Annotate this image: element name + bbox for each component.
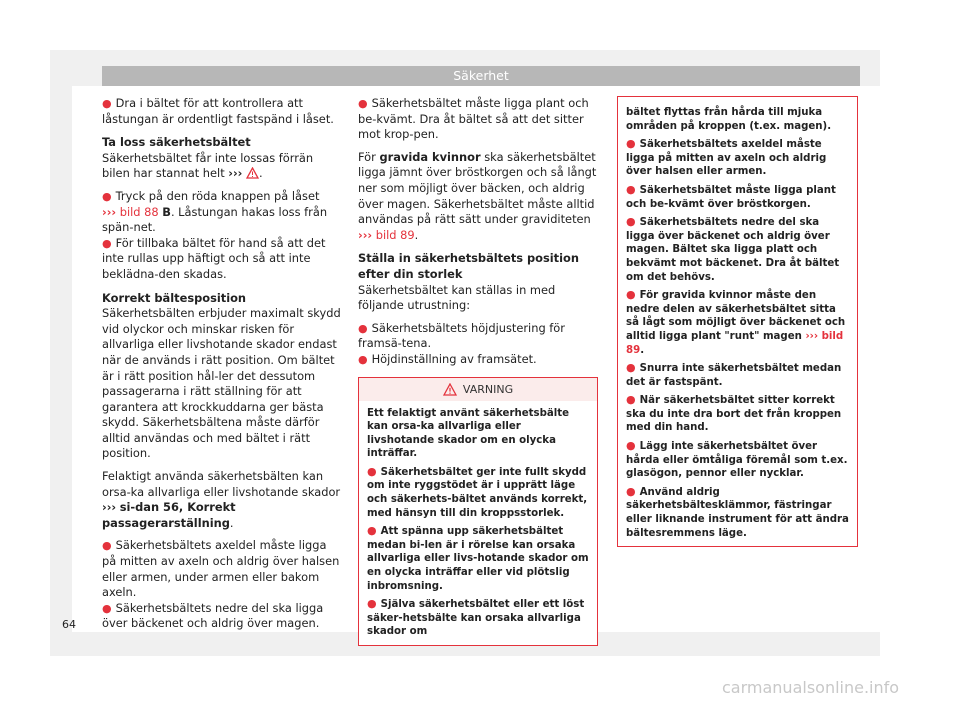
paragraph: ● Tryck på den röda knappen på låset ››› bild 88 B. Låstungan hakas loss från spän-net. (102, 188, 328, 235)
bullet-icon: ● (358, 321, 368, 335)
figure-link-bild-89[interactable]: bild 89 (375, 227, 415, 242)
cross-reference-arrow: ››› (228, 166, 243, 181)
heading-correct-position: Korrekt bältesposition (102, 290, 247, 305)
bullet-icon: ● (367, 597, 377, 611)
paragraph: Felaktigt använda säkerhetsbälten kan orsa-ka allvarliga eller livshotande skador ››› si-dan 56, Korrekt passagerarställning. (102, 469, 341, 530)
paragraph: Säkerhetsbälten erbjuder maximalt skydd vid olyckor och minskar risken för allvarliga eller livshotande skador endast när de används i rätt position. Om bältet är i rätt position hål-ler det dessutom passagerarna i rätt ställning för att garantera att krockkuddarna ger bästa skydd. Säkerhetsbältena måste därför alltid användas och med bältet i rätt position. (102, 306, 341, 461)
warning-item: ● Säkerhetsbältets nedre del ska ligga över bäckenet och aldrig över magen. Bältet ska ligga platt och bekvämt mot bäckenet. Dra åt bältet om det behövs. (626, 215, 840, 283)
warning-triangle-icon (443, 383, 457, 396)
warning-item: ● Använd aldrig säkerhetsbältesklämmor, fästringar eller liknande instrument för att ändra bältesremmens läge. (626, 484, 849, 539)
cross-reference-arrow: ››› (102, 204, 117, 219)
warning-item: ● För gravida kvinnor måste den nedre delen av säkerhetsbältet sitta så lågt som möjligt över bäckenet och alltid ligga plant "runt" magen ››› bild 89. (626, 288, 846, 356)
warning-item: ● Säkerhetsbältet ger inte fullt skydd om inte ryggstödet är i upprätt läge och säkerhets-bältet används korrekt, med hänsyn till din kroppsstorlek. (367, 464, 588, 519)
bullet-icon: ● (626, 393, 636, 407)
paragraph: ● Säkerhetsbältets nedre del ska ligga över bäckenet och aldrig över magen. (102, 600, 324, 631)
list-item: ● Säkerhetsbältets höjdjustering för framsä-tena. (358, 320, 565, 351)
list-item: ● Höjdinställning av framsätet. (358, 351, 537, 366)
column-left (102, 96, 342, 639)
warning-label: VARNING (462, 382, 514, 396)
bullet-icon: ● (102, 236, 112, 250)
bullet-icon: ● (367, 524, 377, 538)
page-number: 64 (62, 618, 76, 631)
paragraph: För gravida kvinnor ska säkerhetsbältet ligga jämnt över bröstkorgen och så långt ner som möjligt över bäcken, och aldrig över magen. Säkerhetsbältet måste alltid användas på rätt sätt under graviditeten ››› bild 89. (358, 149, 597, 242)
warning-item: ● Säkerhetsbältets axeldel måste ligga på mitten av axeln och aldrig över halsen eller armen. (626, 137, 827, 178)
paragraph: Säkerhetsbältet kan ställas in med följande utrustning: (358, 282, 556, 313)
warning-box (358, 377, 598, 647)
bullet-icon: ● (102, 189, 112, 203)
paragraph: ● Säkerhetsbältet måste ligga plant och be-kvämt. Dra åt bältet så att det sitter mot krop-pen. (358, 96, 589, 142)
figure-link-bild-88[interactable]: bild 88 (119, 204, 159, 219)
bullet-icon: ● (367, 464, 377, 478)
bullet-icon: ● (626, 182, 636, 196)
warning-continuation: bältet flyttas från hårda till mjuka områden på kroppen (t.ex. magen). (626, 107, 832, 132)
cross-reference-arrow: ››› (102, 500, 117, 515)
page-link-sidan-56[interactable]: si-dan 56, Korrekt passagerarställning (102, 500, 236, 530)
heading-adjust-position: Ställa in säkerhetsbältets position efter din storlek (358, 251, 579, 281)
warning-box-continued (617, 96, 858, 547)
section-header: Säkerhet (102, 66, 860, 86)
bullet-icon: ● (626, 215, 636, 229)
bullet-icon: ● (102, 601, 112, 615)
bullet-icon: ● (102, 97, 112, 110)
bullet-icon: ● (626, 361, 636, 375)
column-middle (358, 96, 602, 646)
watermark: carmanualsonline.info (722, 678, 900, 697)
bullet-icon: ● (102, 539, 112, 553)
warning-item: ● Säkerhetsbältet måste ligga plant och be-kvämt över bröstkorgen. (626, 182, 836, 210)
paragraph: Säkerhetsbältet får inte lossas förrän bilen har stannat helt ››› . (102, 150, 314, 181)
warning-body (618, 97, 857, 546)
warning-intro: Ett felaktigt använt säkerhetsbälte kan orsa-ka allvarliga eller livshotande skador om en olycka inträffar. (367, 407, 570, 460)
paragraph: ● Dra i bältet för att kontrollera att låstungan är ordentligt fastspänd i låset. (102, 96, 334, 126)
warning-item: ● När säkerhetsbältet sitter korrekt ska du inte dra bort det från kroppen med din hand. (626, 393, 842, 434)
heading-release-belt: Ta loss säkerhetsbältet (102, 135, 251, 150)
warning-header (359, 378, 597, 401)
paragraph: ● För tillbaka bältet för hand så att det inte rullas upp häftigt och så att inte beklädna-den skadas. (102, 235, 326, 281)
warning-body (359, 401, 597, 646)
figure-link-bild-89[interactable]: bild 89 (626, 330, 844, 356)
warning-item: ● Själva säkerhetsbältet eller ett löst säker-hetsbälte kan orsaka allvarliga skador om (367, 597, 585, 638)
bullet-icon: ● (358, 97, 368, 110)
bullet-icon: ● (626, 439, 636, 453)
paragraph: ● Säkerhetsbältets axeldel måste ligga på mitten av axeln och aldrig över halsen eller armen, under armen eller bakom axeln. (102, 538, 340, 600)
warning-item: ● Att spänna upp säkerhetsbältet medan bi-len är i rörelse kan orsaka allvarliga eller livs-hotande skador om en olycka inträffar eller vid plötslig inbromsning. (367, 524, 589, 592)
cross-reference-arrow: ››› (358, 227, 373, 242)
column-right (617, 96, 857, 547)
bullet-icon: ● (626, 484, 636, 498)
warning-item: ● Snurra inte säkerhetsbältet medan det är fastspänt. (626, 361, 842, 388)
warning-item: ● Lägg inte säkerhetsbältet över hårda eller ömtåliga föremål som t.ex. glasögon, pennor eller nycklar. (626, 439, 848, 480)
warning-triangle-icon (246, 167, 259, 179)
bullet-icon: ● (626, 137, 636, 151)
bullet-icon: ● (626, 288, 636, 302)
cross-reference-arrow: ››› (805, 330, 819, 342)
bullet-icon: ● (358, 352, 368, 366)
